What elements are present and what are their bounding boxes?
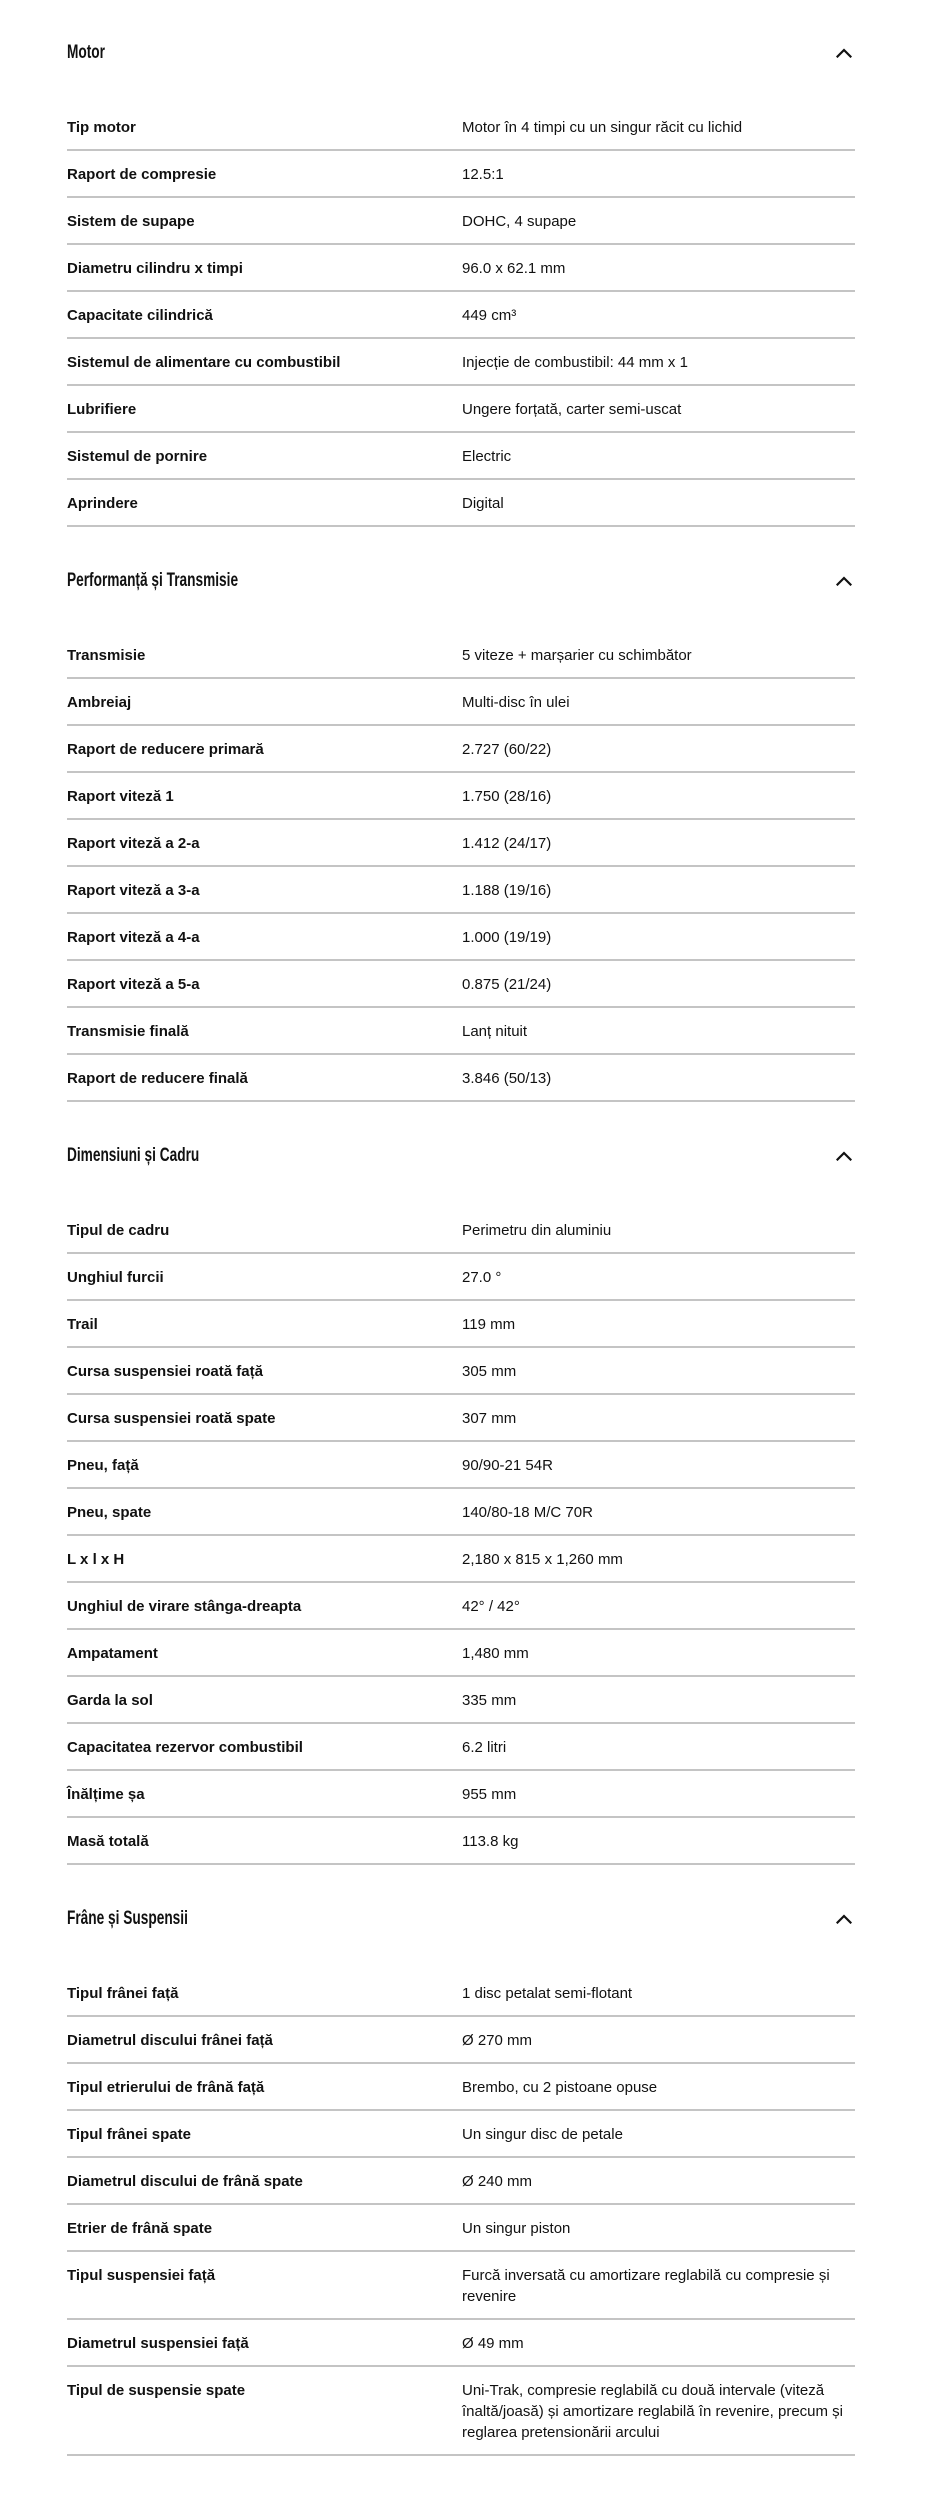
spec-value: 955 mm (462, 1786, 517, 1803)
spec-value: 140/80-18 M/C 70R (462, 1504, 593, 1521)
spec-value: 3.846 (50/13) (462, 1070, 552, 1087)
spec-row (67, 773, 855, 820)
spec-value: 1.188 (19/16) (462, 882, 552, 899)
spec-value: Ø 240 mm (462, 2173, 533, 2190)
spec-row (67, 386, 855, 433)
spec-value: 5 viteze + marșarier cu schimbător (462, 647, 692, 664)
spec-value: Motor în 4 timpi cu un singur răcit cu lichid (462, 119, 743, 136)
spec-value: 1.000 (19/19) (462, 929, 552, 946)
spec-label: Transmisie (67, 647, 146, 664)
spec-value: DOHC, 4 supape (462, 213, 577, 230)
spec-row (67, 2064, 855, 2111)
spec-row (67, 2367, 855, 2456)
spec-label: Unghiul furcii (67, 1269, 164, 1286)
spec-label: Cursa suspensiei roată spate (67, 1410, 276, 1427)
spec-value: 2,180 x 815 x 1,260 mm (462, 1551, 623, 1568)
chevron-up-icon[interactable] (836, 1914, 852, 1924)
spec-row (67, 1395, 855, 1442)
spec-value: 0.875 (21/24) (462, 976, 552, 993)
spec-label: Diametrul discului de frână spate (67, 2173, 303, 2190)
spec-value: 90/90-21 54R (462, 1457, 553, 1474)
spec-value: 12.5:1 (462, 166, 504, 183)
spec-value: 96.0 x 62.1 mm (462, 260, 566, 277)
spec-value: 307 mm (462, 1410, 517, 1427)
spec-label: Pneu, față (67, 1457, 139, 1474)
spec-row (67, 480, 855, 527)
spec-label: Capacitate cilindrică (67, 307, 213, 324)
spec-table (67, 1970, 855, 2456)
spec-value: 113.8 kg (462, 1833, 519, 1850)
spec-value: 305 mm (462, 1363, 517, 1380)
spec-label: Înălțime șa (67, 1786, 145, 1803)
spec-value: Injecție de combustibil: 44 mm x 1 (462, 354, 688, 371)
spec-row (67, 1630, 855, 1677)
spec-label: L x l x H (67, 1551, 125, 1568)
spec-row (67, 1970, 855, 2017)
chevron-up-icon[interactable] (836, 1151, 852, 1161)
spec-row (67, 104, 855, 151)
spec-label: Sistemul de alimentare cu combustibil (67, 354, 341, 371)
spec-label: Tipul de cadru (67, 1222, 170, 1239)
spec-label: Pneu, spate (67, 1504, 152, 1521)
spec-label: Sistemul de pornire (67, 448, 208, 465)
spec-label: Tip motor (67, 119, 136, 136)
spec-value: 119 mm (462, 1316, 516, 1333)
section-header-toggle[interactable] (67, 23, 855, 83)
spec-label: Transmisie finală (67, 1023, 189, 1040)
spec-section-3 (67, 1889, 855, 2456)
chevron-up-icon[interactable] (836, 576, 852, 586)
spec-label: Tipul suspensiei față (67, 2267, 216, 2284)
spec-row (67, 1254, 855, 1301)
spec-label: Raport viteză a 5-a (67, 976, 200, 993)
spec-row (67, 1771, 855, 1818)
spec-section-2 (67, 1126, 855, 1865)
spec-row (67, 679, 855, 726)
spec-row (67, 2205, 855, 2252)
spec-row (67, 151, 855, 198)
spec-row (67, 339, 855, 386)
spec-table (67, 1207, 855, 1865)
section-header-toggle[interactable] (67, 551, 855, 611)
spec-value: Uni-Trak, compresie reglabilă cu două intervale (viteză înaltă/joasă) și amortizare reglabilă în revenire, precum și reglarea pretensionării arcului (462, 2382, 843, 2441)
spec-row (67, 726, 855, 773)
spec-value: Un singur piston (462, 2220, 571, 2237)
spec-value: Ø 49 mm (462, 2335, 524, 2352)
spec-value: 42° / 42° (462, 1598, 520, 1615)
spec-label: Raport de reducere finală (67, 1070, 248, 1087)
chevron-up-icon[interactable] (836, 48, 852, 58)
spec-table (67, 632, 855, 1102)
spec-row (67, 820, 855, 867)
spec-row (67, 2320, 855, 2367)
spec-row (67, 632, 855, 679)
spec-row (67, 1055, 855, 1102)
spec-row (67, 198, 855, 245)
spec-value: 449 cm³ (462, 307, 517, 324)
spec-label: Diametrul suspensiei față (67, 2335, 249, 2352)
section-header-toggle[interactable] (67, 1889, 855, 1949)
spec-value: Lanț nituit (462, 1023, 528, 1040)
spec-value: Multi-disc în ulei (462, 694, 570, 711)
spec-label: Masă totală (67, 1833, 149, 1850)
spec-label: Ampatament (67, 1645, 158, 1662)
spec-row (67, 2158, 855, 2205)
spec-row (67, 1677, 855, 1724)
section-header-toggle[interactable] (67, 1126, 855, 1186)
spec-label: Trail (67, 1316, 98, 1333)
spec-value: Ungere forțată, carter semi-uscat (462, 401, 682, 418)
spec-label: Ambreiaj (67, 694, 132, 711)
spec-label: Lubrifiere (67, 401, 137, 418)
spec-label: Raport viteză a 2-a (67, 835, 200, 852)
spec-row (67, 1489, 855, 1536)
spec-section-1 (67, 551, 855, 1102)
spec-label: Tipul de suspensie spate (67, 2382, 246, 2399)
spec-label: Cursa suspensiei roată față (67, 1363, 263, 1380)
spec-row (67, 1536, 855, 1583)
spec-label: Raport viteză 1 (67, 788, 174, 805)
spec-label: Capacitatea rezervor combustibil (67, 1739, 303, 1756)
spec-label: Tipul frânei față (67, 1985, 179, 2002)
section-title: Frâne și Suspensii (67, 1908, 188, 1929)
spec-value: 1.412 (24/17) (462, 835, 552, 852)
spec-value: Furcă inversată cu amortizare reglabilă cu compresie și revenire (462, 2267, 830, 2305)
spec-label: Diametrul discului frânei față (67, 2032, 273, 2049)
spec-label: Etrier de frână spate (67, 2220, 213, 2237)
spec-row (67, 1348, 855, 1395)
spec-row (67, 867, 855, 914)
spec-row (67, 1207, 855, 1254)
spec-row (67, 1818, 855, 1865)
spec-value: Ø 270 mm (462, 2032, 533, 2049)
spec-value: 1.750 (28/16) (462, 788, 552, 805)
spec-value: Digital (462, 495, 504, 512)
spec-row (67, 1442, 855, 1489)
spec-label: Unghiul de virare stânga-dreapta (67, 1598, 302, 1615)
spec-row (67, 2017, 855, 2064)
section-title: Performanță și Transmisie (67, 570, 239, 591)
spec-value: Perimetru din aluminiu (462, 1222, 612, 1239)
spec-row (67, 2111, 855, 2158)
spec-label: Tipul etrierului de frână față (67, 2079, 265, 2096)
spec-row (67, 292, 855, 339)
spec-label: Raport viteză a 3-a (67, 882, 200, 899)
spec-row (67, 1583, 855, 1630)
spec-value: Electric (462, 448, 512, 465)
spec-accordion (67, 23, 855, 2480)
spec-label: Raport viteză a 4-a (67, 929, 200, 946)
spec-row (67, 1008, 855, 1055)
spec-label: Diametru cilindru x timpi (67, 260, 243, 277)
spec-row (67, 2252, 855, 2320)
spec-section-0 (67, 23, 855, 527)
spec-label: Sistem de supape (67, 213, 195, 230)
spec-label: Raport de compresie (67, 166, 217, 183)
spec-row (67, 433, 855, 480)
spec-row (67, 914, 855, 961)
spec-value: 6.2 litri (462, 1739, 507, 1756)
section-title: Motor (67, 42, 105, 63)
spec-row (67, 245, 855, 292)
spec-row (67, 1724, 855, 1771)
spec-value: 1 disc petalat semi-flotant (462, 1985, 633, 2002)
spec-value: 335 mm (462, 1692, 517, 1709)
spec-label: Garda la sol (67, 1692, 153, 1709)
spec-label: Tipul frânei spate (67, 2126, 191, 2143)
spec-table (67, 104, 855, 527)
spec-row (67, 961, 855, 1008)
spec-value: Un singur disc de petale (462, 2126, 623, 2143)
spec-label: Aprindere (67, 495, 138, 512)
spec-value: Brembo, cu 2 pistoane opuse (462, 2079, 658, 2096)
spec-value: 2.727 (60/22) (462, 741, 552, 758)
section-title: Dimensiuni și Cadru (67, 1145, 200, 1166)
spec-value: 27.0 ° (462, 1269, 502, 1286)
spec-row (67, 1301, 855, 1348)
spec-value: 1,480 mm (462, 1645, 529, 1662)
spec-label: Raport de reducere primară (67, 741, 264, 758)
